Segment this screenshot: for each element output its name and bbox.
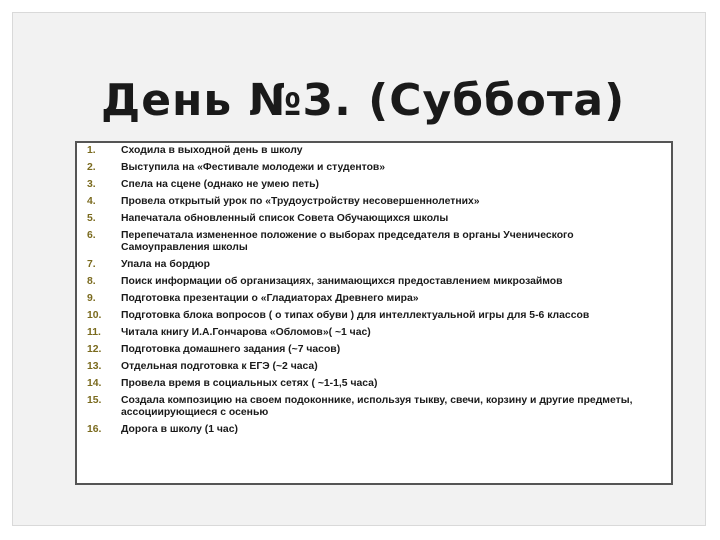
item-text: Спела на сцене (однако не умею петь) bbox=[121, 179, 319, 190]
item-text: Подготовка презентации о «Гладиаторах Древнего мира» bbox=[121, 293, 419, 305]
list-item bbox=[87, 196, 663, 208]
activity-list bbox=[77, 143, 671, 437]
item-text: Провела открытый урок по «Трудоустройству несовершеннолетних» bbox=[121, 196, 480, 207]
list-item bbox=[87, 179, 663, 191]
item-number: 6. bbox=[87, 230, 96, 241]
item-text: Отдельная подготовка к ЕГЭ (~2 часа) bbox=[121, 361, 318, 373]
list-item bbox=[87, 344, 663, 356]
item-text: Провела время в социальных сетях ( ~1-1,5 часа) bbox=[121, 378, 378, 390]
item-text: Упала на бордюр bbox=[121, 259, 210, 271]
item-number: 14. bbox=[87, 378, 102, 390]
slide-title: День №3. (Суббота) bbox=[101, 75, 626, 126]
item-number: 11. bbox=[87, 327, 101, 339]
item-text: Подготовка блока вопросов ( о типах обуви ) для интеллектуальной игры для 5-6 классов bbox=[121, 310, 590, 322]
item-number: 7. bbox=[87, 259, 96, 271]
list-item bbox=[87, 162, 663, 174]
item-number: 2. bbox=[87, 162, 96, 173]
list-item bbox=[87, 293, 663, 305]
item-number: 15. bbox=[87, 395, 102, 407]
list-item bbox=[87, 378, 663, 390]
slide bbox=[12, 12, 706, 526]
list-item bbox=[87, 230, 663, 254]
list-item bbox=[87, 310, 663, 322]
item-text: Подготовка домашнего задания (~7 часов) bbox=[121, 344, 341, 356]
item-text: Напечатала обновленный список Совета Обучающихся школы bbox=[121, 213, 449, 224]
item-number: 13. bbox=[87, 361, 102, 373]
item-text: Выступила на «Фестивале молодежи и студентов» bbox=[121, 162, 386, 173]
item-text: Перепечатала измененное положение о выборах председателя в органы Ученического Самоуправления школы bbox=[121, 230, 574, 254]
item-number: 3. bbox=[87, 179, 96, 190]
item-number: 1. bbox=[87, 145, 96, 156]
item-number: 16. bbox=[87, 424, 102, 436]
item-text: Поиск информации об организациях, занимающихся предоставлением микрозаймов bbox=[121, 276, 563, 288]
item-number: 12. bbox=[87, 344, 102, 356]
list-item bbox=[87, 361, 663, 373]
item-text: Читала книгу И.А.Гончарова «Обломов»( ~1 час) bbox=[121, 327, 371, 339]
list-item bbox=[87, 327, 663, 339]
list-item bbox=[87, 145, 663, 157]
item-text: Создала композицию на своем подоконнике, используя тыкву, свечи, корзину и другие предметы, ассоциирующиеся с осенью bbox=[121, 395, 633, 419]
item-text: Дорога в школу (1 час) bbox=[121, 424, 238, 436]
list-item bbox=[87, 259, 663, 271]
item-number: 9. bbox=[87, 293, 96, 305]
item-number: 4. bbox=[87, 196, 96, 207]
item-number: 8. bbox=[87, 276, 96, 288]
list-item bbox=[87, 276, 663, 288]
item-number: 10. bbox=[87, 310, 102, 322]
item-text: Сходила в выходной день в школу bbox=[121, 145, 303, 156]
list-item bbox=[87, 395, 663, 419]
content-box bbox=[75, 141, 673, 485]
list-item bbox=[87, 213, 663, 225]
item-number: 5. bbox=[87, 213, 96, 224]
list-item bbox=[87, 424, 663, 436]
